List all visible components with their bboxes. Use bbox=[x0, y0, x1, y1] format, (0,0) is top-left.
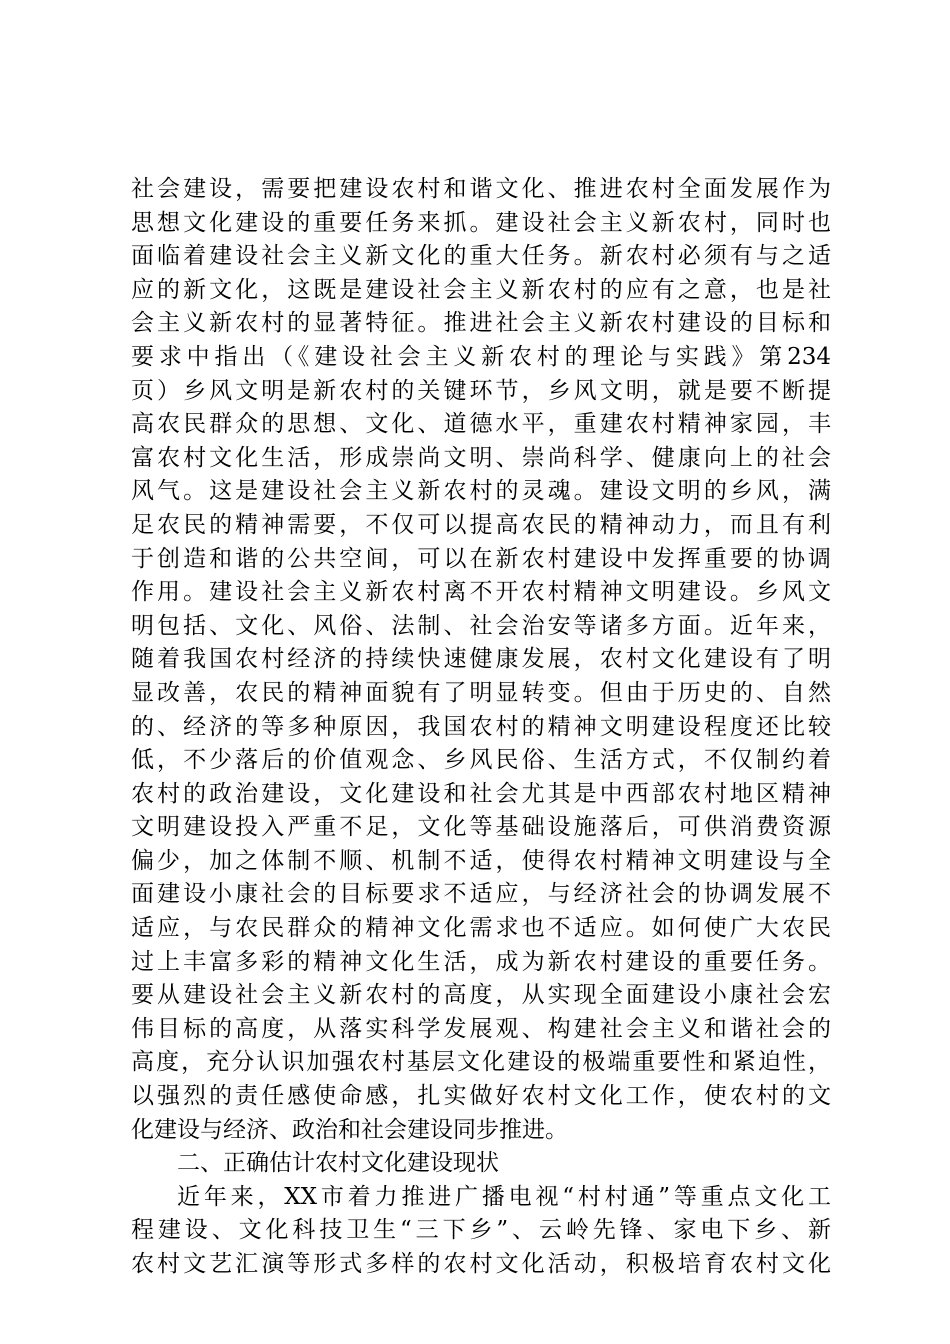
paragraph-line: 低，不少落后的价值观念、乡风民俗、生活方式，不仅制约着 bbox=[131, 747, 831, 774]
paragraph-line: 过上丰富多彩的精神文化生活，成为新农村建设的重要任务。 bbox=[131, 948, 831, 975]
paragraph-line: 页）乡风文明是新农村的关键环节，乡风文明，就是要不断提 bbox=[131, 377, 831, 404]
paragraph-line: 面建设小康社会的目标要求不适应，与经济社会的协调发展不 bbox=[131, 881, 831, 908]
section-heading: 二、正确估计农村文化建设现状 bbox=[177, 1150, 499, 1177]
paragraph-line: 随着我国农村经济的持续快速健康发展，农村文化建设有了明 bbox=[131, 646, 831, 673]
paragraph-line: 要求中指出（《建设社会主义新农村的理论与实践》第234 bbox=[131, 343, 831, 370]
paragraph-line: 偏少，加之体制不顺、机制不适，使得农村精神文明建设与全 bbox=[131, 847, 831, 874]
document-body bbox=[131, 173, 831, 1282]
paragraph-line: 思想文化建设的重要任务来抓。建设社会主义新农村，同时也 bbox=[131, 209, 831, 236]
paragraph-line: 足农民的精神需要，不仅可以提高农民的精神动力，而且有利 bbox=[131, 511, 831, 538]
paragraph-line: 高度，充分认识加强农村基层文化建设的极端重要性和紧迫性， bbox=[131, 1049, 831, 1076]
paragraph-line: 农村文艺汇演等形式多样的农村文化活动，积极培育农村文化 bbox=[131, 1251, 831, 1277]
paragraph-line: 高农民群众的思想、文化、道德水平，重建农村精神家园，丰 bbox=[131, 411, 831, 438]
paragraph-line: 文明建设投入严重不足，文化等基础设施落后，可供消费资源 bbox=[131, 814, 831, 841]
paragraph-line: 于创造和谐的公共空间，可以在新农村建设中发挥重要的协调 bbox=[131, 545, 831, 572]
paragraph-line-last: 化建设与经济、政治和社会建设同步推进。 bbox=[131, 1116, 568, 1143]
paragraph-line: 应的新文化，这既是建设社会主义新农村的应有之意，也是社 bbox=[131, 276, 831, 303]
paragraph-line: 风气。这是建设社会主义新农村的灵魂。建设文明的乡风，满 bbox=[131, 478, 831, 505]
paragraph-line: 要从建设社会主义新农村的高度，从实现全面建设小康社会宏 bbox=[131, 982, 831, 1009]
paragraph-line: 会主义新农村的显著特征。推进社会主义新农村建设的目标和 bbox=[131, 310, 831, 337]
paragraph-line: 伟目标的高度，从落实科学发展观、构建社会主义和谐社会的 bbox=[131, 1015, 831, 1042]
paragraph-line: 明包括、文化、风俗、法制、社会治安等诸多方面。近年来， bbox=[131, 612, 831, 639]
paragraph-line: 显改善，农民的精神面貌有了明显转变。但由于历史的、自然 bbox=[131, 679, 831, 706]
paragraph-line: 程建设、文化科技卫生“三下乡”、云岭先锋、家电下乡、新 bbox=[131, 1217, 831, 1244]
paragraph-line: 社会建设，需要把建设农村和谐文化、推进农村全面发展作为 bbox=[131, 176, 831, 202]
paragraph-line: 的、经济的等多种原因，我国农村的精神文明建设程度还比较 bbox=[131, 713, 831, 740]
paragraph-line: 适应，与农民群众的精神文化需求也不适应。如何使广大农民 bbox=[131, 915, 831, 942]
paragraph-line: 富农村文化生活，形成崇尚文明、崇尚科学、健康向上的社会 bbox=[131, 444, 831, 471]
paragraph-line-first: 近年来，XX市着力推进广播电视“村村通”等重点文化工 bbox=[177, 1183, 831, 1210]
paragraph-line: 作用。建设社会主义新农村离不开农村精神文明建设。乡风文 bbox=[131, 579, 831, 606]
paragraph-line: 面临着建设社会主义新文化的重大任务。新农村必须有与之适 bbox=[131, 243, 831, 270]
paragraph-line: 以强烈的责任感使命感，扎实做好农村文化工作，使农村的文 bbox=[131, 1083, 831, 1110]
paragraph-line: 农村的政治建设，文化建设和社会尤其是中西部农村地区精神 bbox=[131, 780, 831, 807]
